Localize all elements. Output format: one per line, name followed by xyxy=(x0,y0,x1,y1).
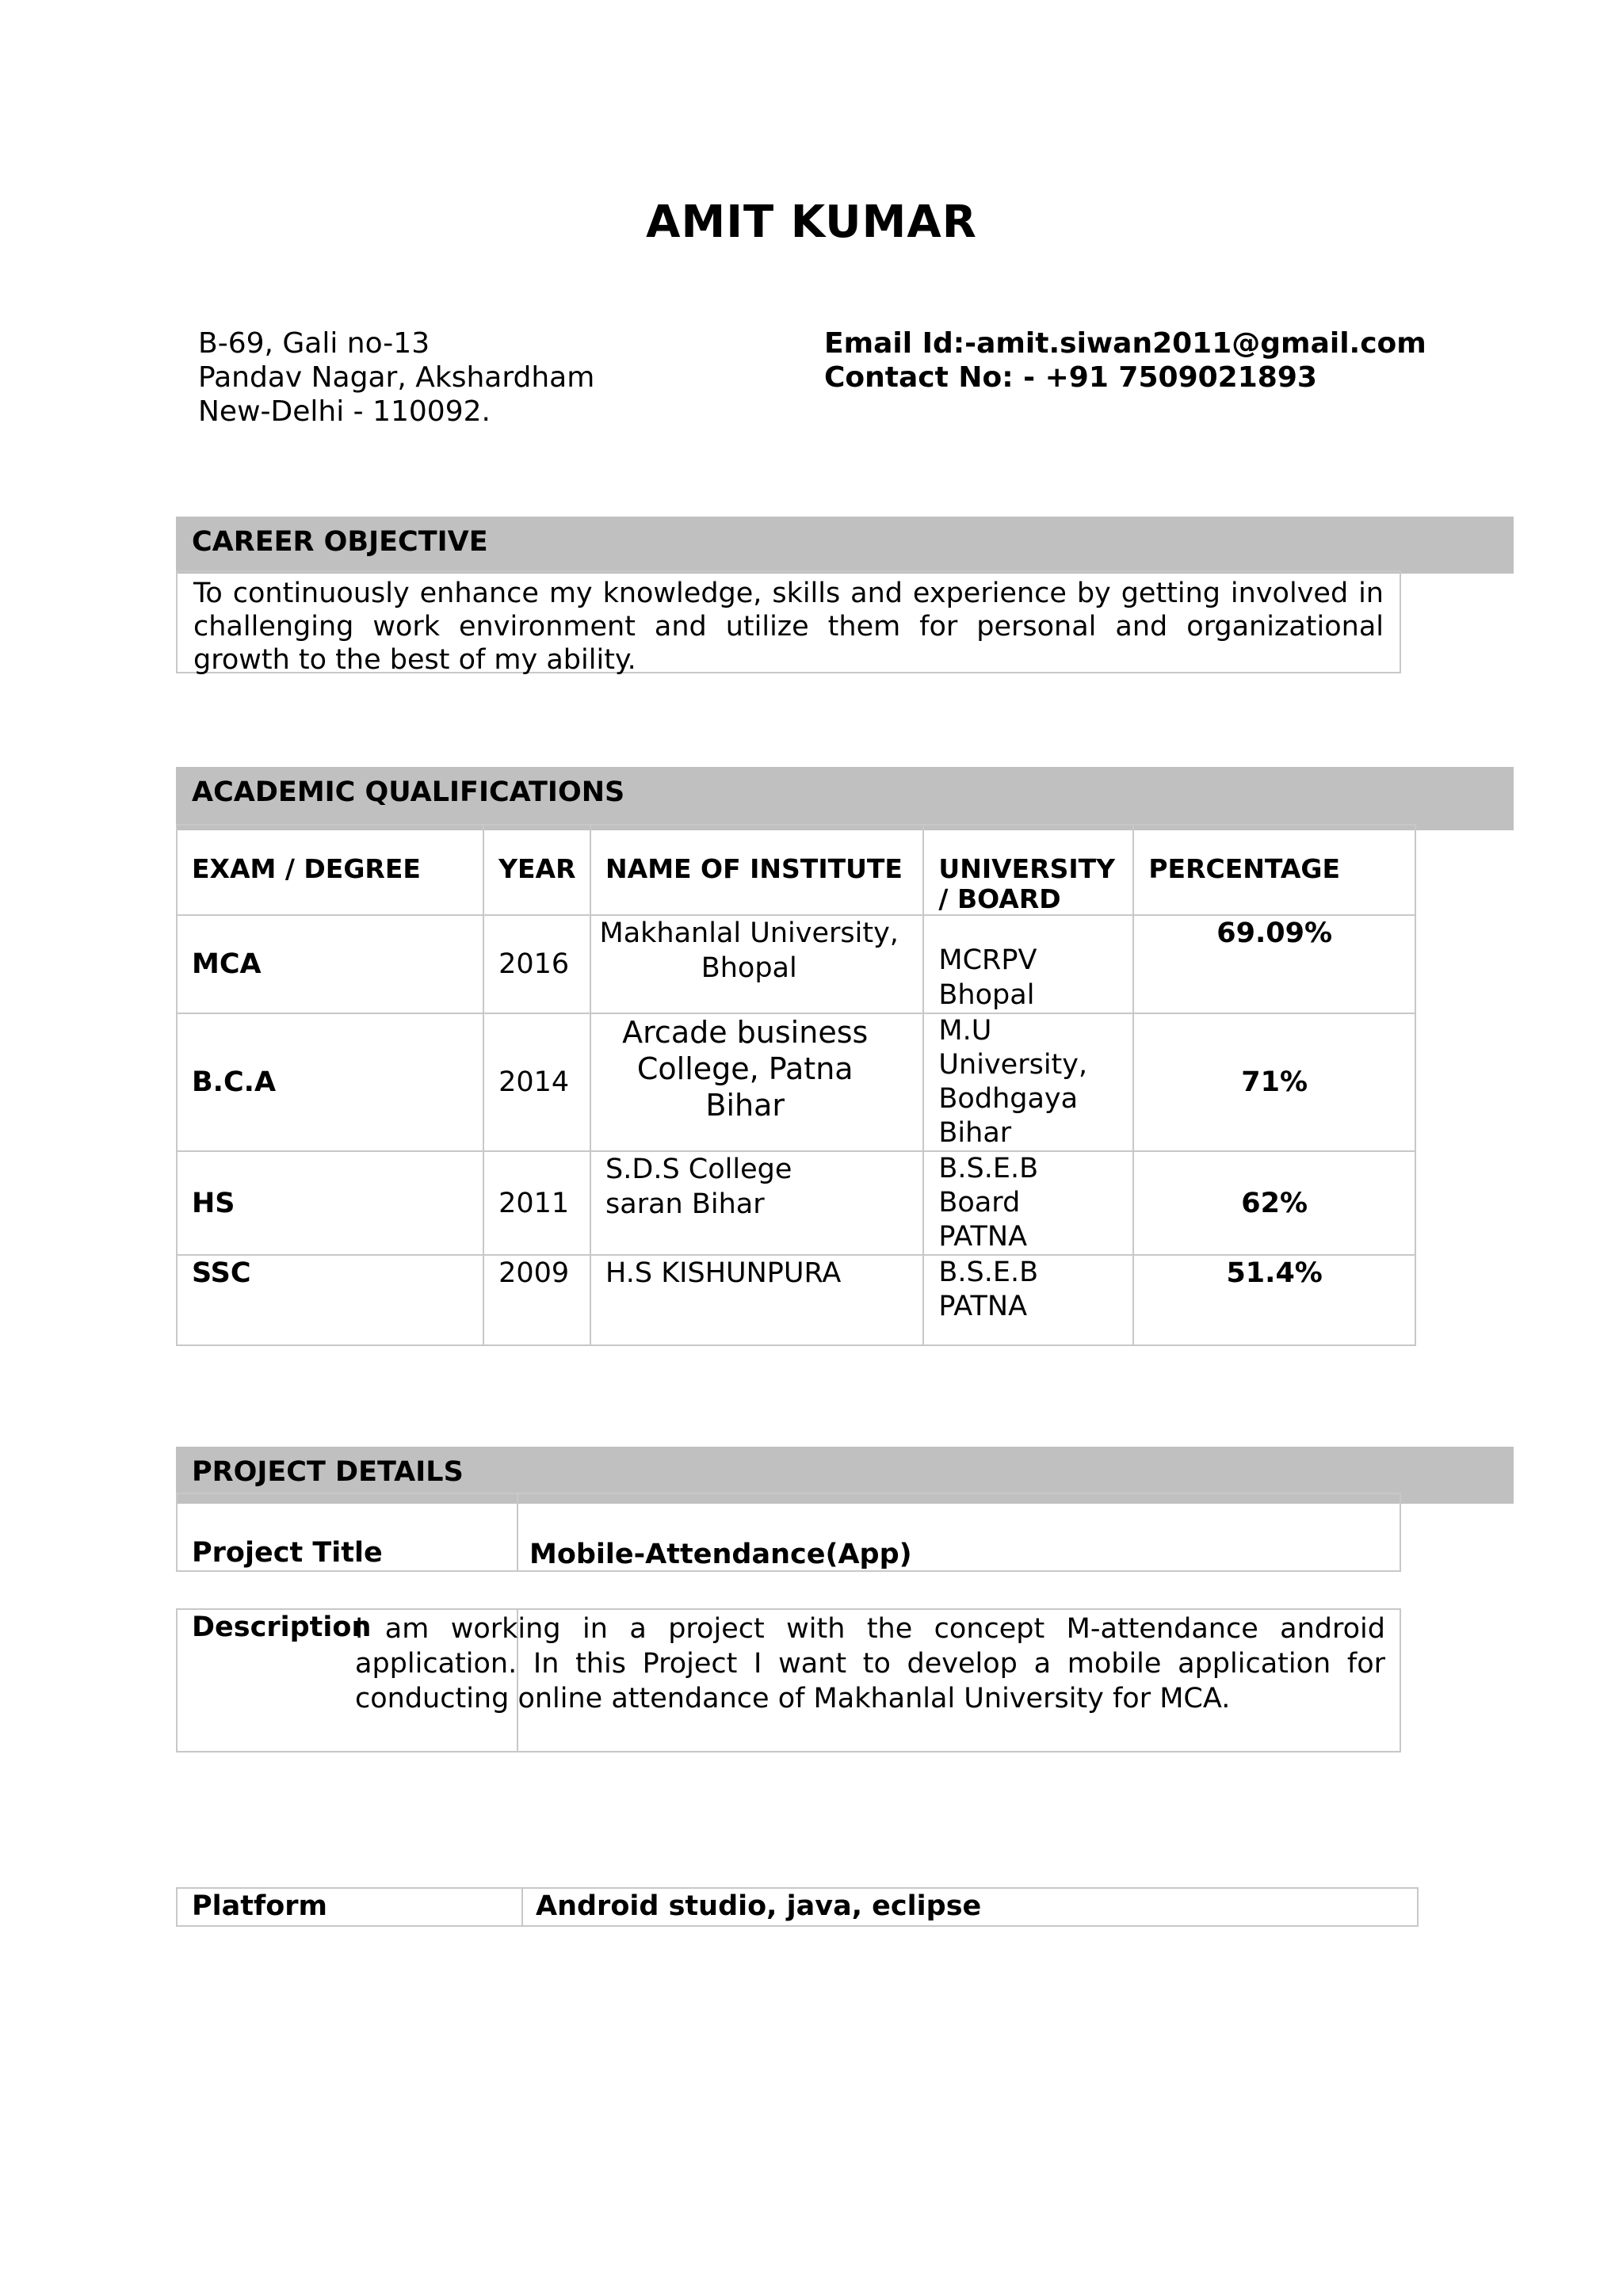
project-title-label: Project Title xyxy=(192,1537,383,1569)
institute-cell: Arcade business College, Patna Bihar xyxy=(590,1013,923,1151)
career-objective-text: To continuously enhance my knowledge, skills and experience by getting involved in challenging work environment and utilize them for personal and organizational growth to the best of my ability. xyxy=(176,570,1401,673)
board-cell: MCRPV Bhopal xyxy=(923,915,1133,1013)
year-cell: 2011 xyxy=(483,1151,590,1255)
percentage-cell: 51.4% xyxy=(1133,1255,1415,1345)
percentage-cell: 71% xyxy=(1133,1013,1415,1151)
address-line: Pandav Nagar, Akshardham xyxy=(198,361,595,394)
address-line: New-Delhi - 110092. xyxy=(198,395,491,428)
address-line: B-69, Gali no-13 xyxy=(198,327,430,360)
column-header: UNIVERSITY / BOARD xyxy=(923,825,1133,915)
institute-cell: H.S KISHUNPURA xyxy=(590,1255,923,1345)
table-row xyxy=(177,1151,1415,1255)
description-label: Description xyxy=(192,1611,372,1643)
exam-cell: HS xyxy=(177,1151,483,1255)
table-row xyxy=(177,915,1415,1013)
board-cell: B.S.E.B Board PATNA xyxy=(923,1151,1133,1255)
column-header: EXAM / DEGREE xyxy=(177,825,483,915)
table-row xyxy=(177,1013,1415,1151)
exam-cell: SSC xyxy=(177,1255,483,1345)
contact-block xyxy=(824,326,1426,395)
platform-value: Android studio, java, eclipse xyxy=(536,1890,982,1922)
academic-table xyxy=(176,824,1416,1346)
email: Email Id:-amit.siwan2011@gmail.com xyxy=(824,327,1426,360)
table-header-row xyxy=(177,825,1415,915)
description-text: I am working in a project with the concept M-attendance android application. In this Project I want to develop a mobile application for conducting online attendance of Makhanlal University for MCA. xyxy=(355,1613,1385,1714)
project-heading: PROJECT DETAILS xyxy=(176,1447,1514,1504)
exam-cell: B.C.A xyxy=(177,1013,483,1151)
candidate-name: AMIT KUMAR xyxy=(646,196,977,248)
platform-label: Platform xyxy=(192,1890,328,1922)
year-cell: 2014 xyxy=(483,1013,590,1151)
percentage-cell: 69.09% xyxy=(1133,915,1415,1013)
institute-cell: Makhanlal University, Bhopal xyxy=(590,915,923,1013)
column-header: YEAR xyxy=(483,825,590,915)
phone: Contact No: - +91 7509021893 xyxy=(824,361,1317,394)
table-row xyxy=(177,1255,1415,1345)
project-title-value: Mobile-Attendance(App) xyxy=(529,1539,912,1570)
column-header: NAME OF INSTITUTE xyxy=(590,825,923,915)
board-cell: B.S.E.B PATNA xyxy=(923,1255,1133,1345)
institute-cell: S.D.S College saran Bihar xyxy=(590,1151,923,1255)
address-block xyxy=(198,326,594,429)
exam-cell: MCA xyxy=(177,915,483,1013)
year-cell: 2009 xyxy=(483,1255,590,1345)
board-cell: M.U University, Bodhgaya Bihar xyxy=(923,1013,1133,1151)
percentage-cell: 62% xyxy=(1133,1151,1415,1255)
academic-heading: ACADEMIC QUALIFICATIONS xyxy=(176,767,1514,830)
column-header: PERCENTAGE xyxy=(1133,825,1415,915)
year-cell: 2016 xyxy=(483,915,590,1013)
career-objective-heading: CAREER OBJECTIVE xyxy=(176,517,1514,574)
